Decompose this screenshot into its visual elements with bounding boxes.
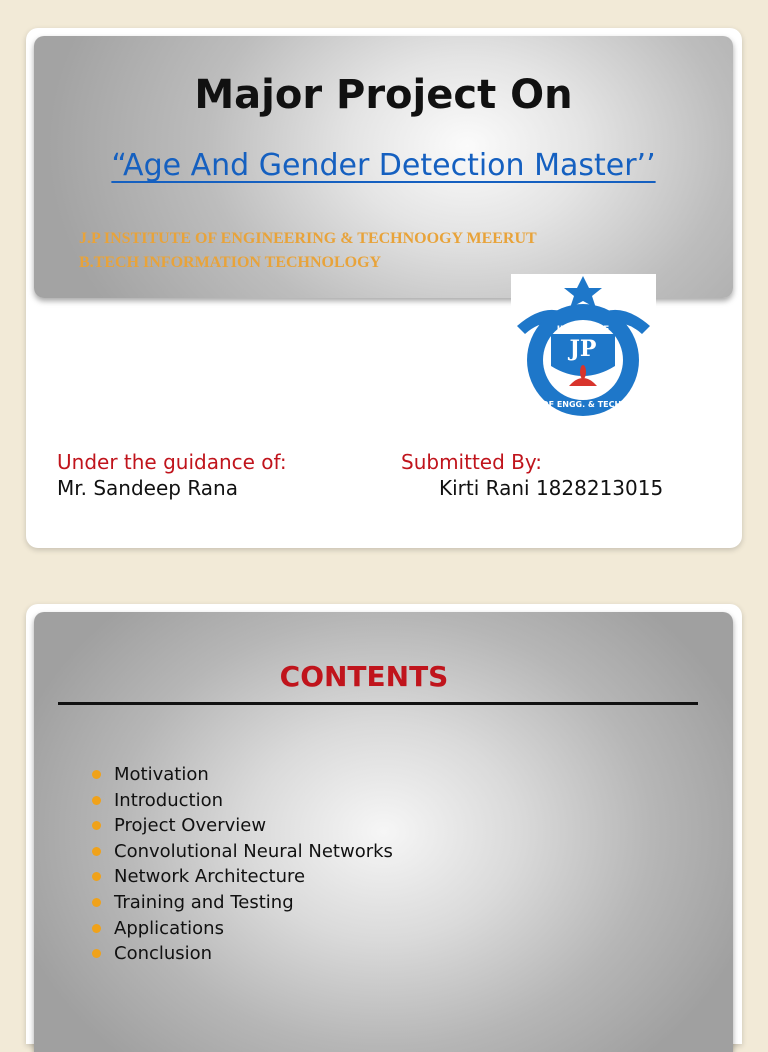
bullet-icon bbox=[92, 770, 101, 779]
bullet-icon bbox=[92, 796, 101, 805]
list-item: Conclusion bbox=[90, 941, 393, 967]
bullet-icon bbox=[92, 949, 101, 958]
list-item: Project Overview bbox=[90, 813, 393, 839]
institute-logo bbox=[511, 274, 656, 424]
list-item: Network Architecture bbox=[90, 864, 393, 890]
contents-title: CONTENTS bbox=[279, 660, 449, 693]
submitted-label: Submitted By: bbox=[401, 450, 542, 474]
submitter-name: Kirti Rani 1828213015 bbox=[439, 476, 664, 500]
page-title: Major Project On bbox=[194, 72, 573, 118]
list-item: Training and Testing bbox=[90, 890, 393, 916]
guidance-label: Under the guidance of: bbox=[57, 450, 287, 474]
slide-title bbox=[26, 28, 742, 548]
bullet-icon bbox=[92, 898, 101, 907]
slide-contents bbox=[26, 604, 742, 1044]
contents-banner bbox=[34, 612, 733, 1052]
logo-text-bottom: OF ENGG. & TECH. bbox=[541, 400, 625, 409]
logo-monogram: JP bbox=[569, 336, 597, 362]
bullet-icon bbox=[92, 847, 101, 856]
logo-text-top: INSTITUTE bbox=[556, 325, 610, 335]
list-item: Motivation bbox=[90, 762, 393, 788]
title-banner bbox=[34, 36, 733, 298]
contents-list bbox=[90, 762, 393, 967]
list-item: Convolutional Neural Networks bbox=[90, 839, 393, 865]
bullet-icon bbox=[92, 821, 101, 830]
department-name: B.TECH INFORMATION TECHNOLOGY bbox=[79, 254, 382, 271]
title-divider bbox=[58, 702, 698, 705]
institute-name: J.P INSTITUTE OF ENGINEERING & TECHNOOGY MEERUT bbox=[79, 230, 537, 247]
list-item: Applications bbox=[90, 916, 393, 942]
bullet-icon bbox=[92, 924, 101, 933]
guide-name: Mr. Sandeep Rana bbox=[57, 476, 238, 500]
list-item: Introduction bbox=[90, 788, 393, 814]
project-subtitle: “Age And Gender Detection Master’’ bbox=[111, 148, 656, 183]
bullet-icon bbox=[92, 872, 101, 881]
